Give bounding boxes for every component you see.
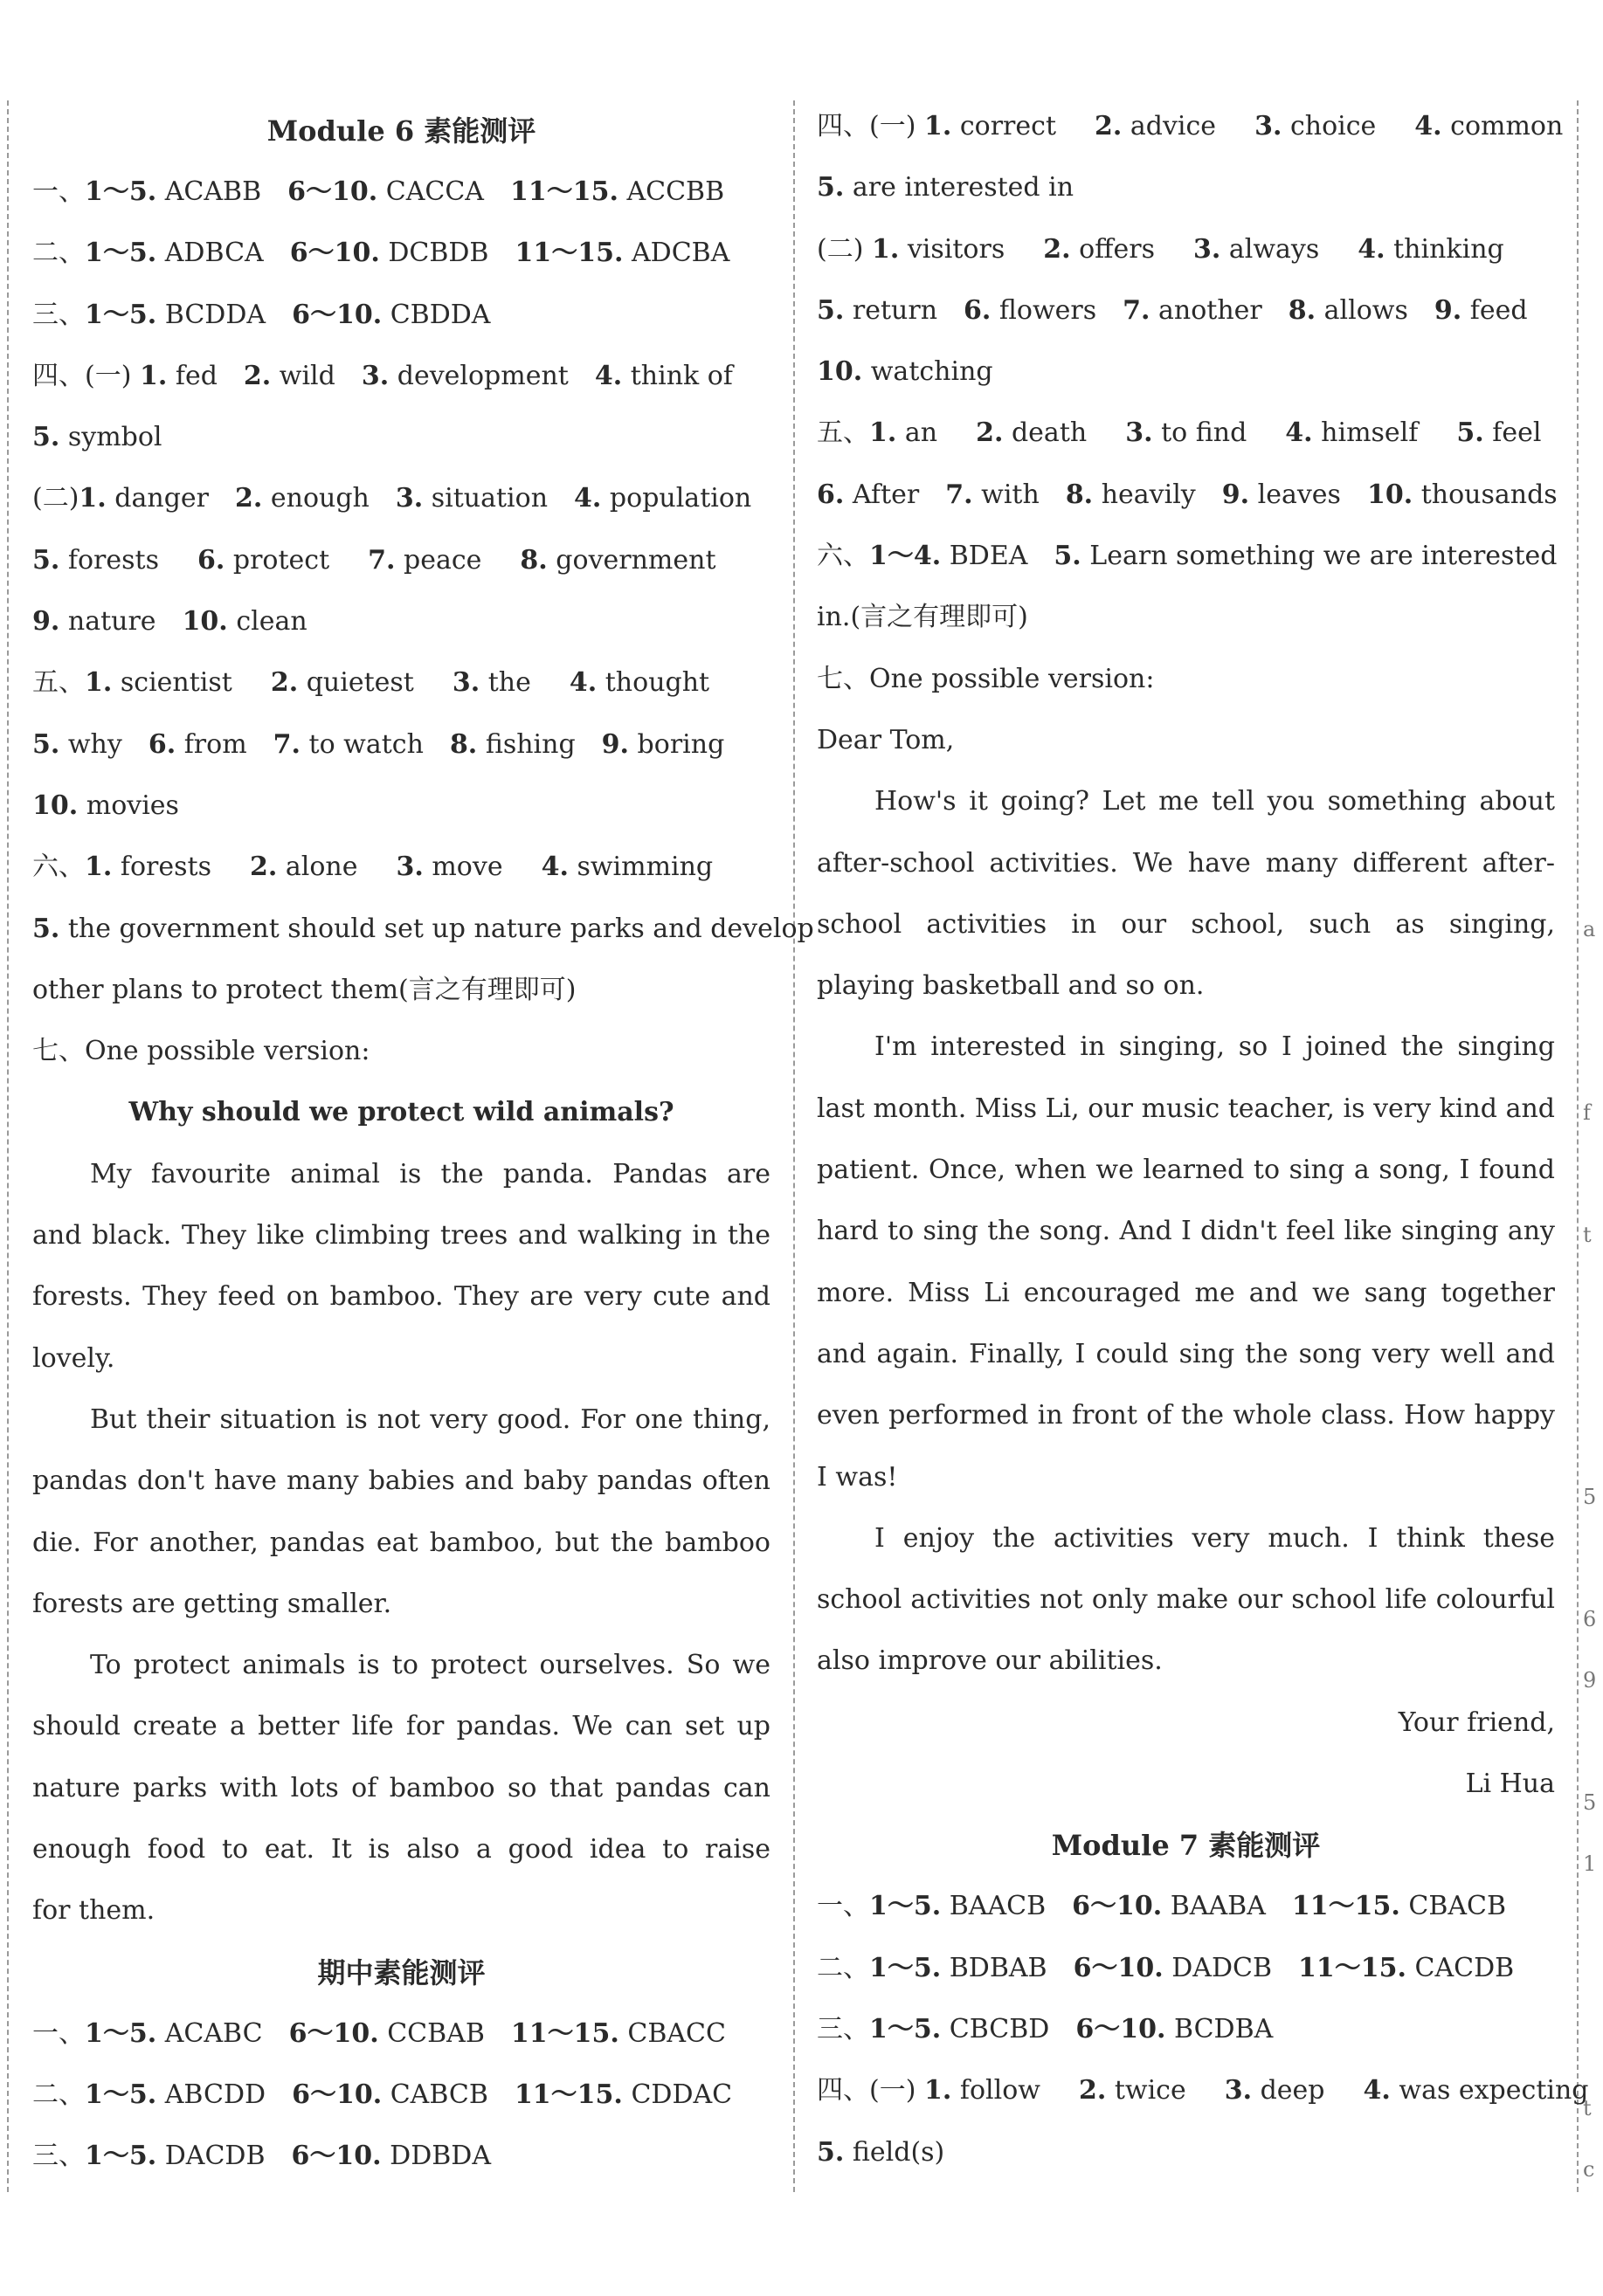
m6-part6-line3: other plans to protect them(言之有理即可) [32,974,577,1005]
mid-part4-line2: 5. are interested in [817,172,1074,203]
m7-part4-line1: 四、(一) 1. follow 2. twice 3. deep 4. was expecting [817,2075,1589,2106]
edge-letter: 5 [1583,1485,1597,1509]
letter-line: even performed in front of the whole class. How happy [817,1400,1555,1431]
m6-part5-line1: 五、1. scientist 2. quietest 3. the 4. thought [32,667,710,699]
essay-line: nature parks with lots of bamboo so that pandas can [32,1772,770,1803]
right-column [817,96,1589,2183]
letter-line: playing basketball and so on. [817,970,1205,1002]
letter-line: I'm interested in singing, so I joined the singing [874,1031,1555,1063]
essay-line: and black. They like climbing trees and walking in the [32,1220,770,1251]
m6-part7-label: 七、One possible version: [32,1036,370,1067]
mid-part3: 三、1～5. DACDB 6～10. DDBDA [32,2141,492,2172]
column-divider-center [793,100,795,2192]
letter-line: How's it going? Let me tell you something about [874,786,1555,817]
midterm-title: 期中素能测评 [317,1955,486,1989]
edge-letter: a [1583,917,1596,941]
letter-line: I was! [817,1461,898,1493]
letter-line: last month. Miss Li, our music teacher, is very kind and [817,1093,1555,1124]
mid-part4-line5: 10. watching [817,356,993,388]
m7-part4-line2: 5. field(s) [817,2136,945,2168]
letter-line: school activities in our school, such as singing, [817,908,1555,940]
letter-line: also improve our abilities. [817,1645,1163,1677]
m6-part5-line3: 10. movies [32,789,179,821]
letter-line: more. Miss Li encouraged me and we sang together [817,1277,1555,1308]
mid-part6-line1: 六、1～4. BDEA 5. Learn something we are interested [817,541,1558,572]
mid-part4-line1: 四、(一) 1. correct 2. advice 3. choice 4. common [817,111,1564,141]
letter-line: I enjoy the activities very much. I think these [874,1522,1555,1554]
edge-letter: 5 [1583,1790,1597,1815]
edge-letter: c [1583,2157,1595,2182]
mid-part6-line2: in.(言之有理即可) [817,602,1028,633]
essay-line: My favourite animal is the panda. Pandas are [90,1158,770,1189]
mid-part1: 一、1～5. ACABC 6～10. CCBAB 11～15. CBACC [32,2017,726,2049]
edge-letter: 6 [1583,1607,1597,1631]
essay-line: forests are getting smaller. [32,1588,392,1619]
letter-line: hard to sing the song. And I didn't feel like singing any [817,1216,1555,1247]
m6-part3: 三、1～5. BCDDA 6～10. CBDDA [32,299,491,330]
module7-title: Module 7 素能测评 [1051,1829,1321,1863]
essay-title: Why should we protect wild animals? [128,1097,674,1128]
essay-line: To protect animals is to protect ourselves. So we [90,1650,770,1681]
essay-line: die. For another, pandas eat bamboo, but the bamboo [32,1527,770,1558]
essay-line: pandas don't have many babies and baby pandas often [32,1465,770,1497]
m6-part6-line2: 5. the government should set up nature parks and develop [32,913,814,944]
m7-part3: 三、1～5. CBCBD 6～10. BCDBA [817,2013,1274,2044]
mid-part5-line1: 五、1. an 2. death 3. to find 4. himself 5. feel [817,417,1542,449]
mid-part5-line2: 6. After 7. with 8. heavily 9. leaves 10. thousands [817,479,1558,510]
m7-part1: 一、1～5. BAACB 6～10. BAABA 11～15. CBACB [817,1891,1507,1922]
m6-part4-line2: 5. symbol [32,422,162,453]
left-column [32,100,814,2188]
mid-part4-line4: 5. return 6. flowers 7. another 8. allows 9. feed [817,294,1528,326]
letter-closing: Your friend, [1398,1706,1555,1738]
letter-greeting: Dear Tom, [817,724,955,755]
module6-title: Module 6 素能测评 [266,114,536,148]
m6-part4-line4: 5. forests 6. protect 7. peace 8. government [32,544,716,576]
letter-line: and again. Finally, I could sing the song very well and [817,1338,1555,1369]
mid-part4-line3: (二) 1. visitors 2. offers 3. always 4. thinking [817,233,1504,265]
essay-line: enough food to eat. It is also a good idea to raise [32,1834,770,1865]
letter-line: patient. Once, when we learned to sing a song, I found [817,1155,1555,1186]
letter-line: after-school activities. We have many different after- [817,847,1555,879]
m6-part6-line1: 六、1. forests 2. alone 3. move 4. swimming [32,852,714,883]
letter-signature: Li Hua [1465,1769,1555,1800]
mid-part7-label: 七、One possible version: [817,663,1155,694]
essay-line: forests. They feed on bamboo. They are very cute and [32,1281,770,1313]
letter-line: school activities not only make our school life colourful [817,1584,1555,1616]
m6-part4-line5: 9. nature 10. clean [32,606,307,638]
essay-line: for them. [32,1895,155,1927]
essay-line: But their situation is not very good. For one thing, [90,1403,770,1435]
edge-letter: 9 [1583,1668,1597,1693]
mid-part2: 二、1～5. ABCDD 6～10. CABCB 11～15. CDDAC [32,2079,733,2110]
m6-part2: 二、1～5. ADBCA 6～10. DCBDB 11～15. ADCBA [32,238,730,269]
m6-part4-line3: (二)1. danger 2. enough 3. situation 4. population [32,483,752,514]
edge-letter: f [1583,1100,1591,1125]
essay-line: should create a better life for pandas. We can set up [32,1711,770,1742]
m6-part1: 一、1～5. ACABB 6～10. CACCA 11～15. ACCBB [32,176,725,207]
m6-part4-line1: 四、(一) 1. fed 2. wild 3. development 4. think of [32,360,733,391]
m6-part5-line2: 5. why 6. from 7. to watch 8. fishing 9. boring [32,728,725,760]
edge-letter: t [1583,2096,1592,2120]
essay-line: lovely. [32,1342,115,1374]
column-divider-left [7,100,9,2192]
column-divider-right [1577,100,1579,2192]
m7-part2: 二、1～5. BDBAB 6～10. DADCB 11～15. CACDB [817,1952,1515,1983]
edge-letter: t [1583,1223,1592,1247]
edge-letter: 1 [1583,1851,1597,1876]
